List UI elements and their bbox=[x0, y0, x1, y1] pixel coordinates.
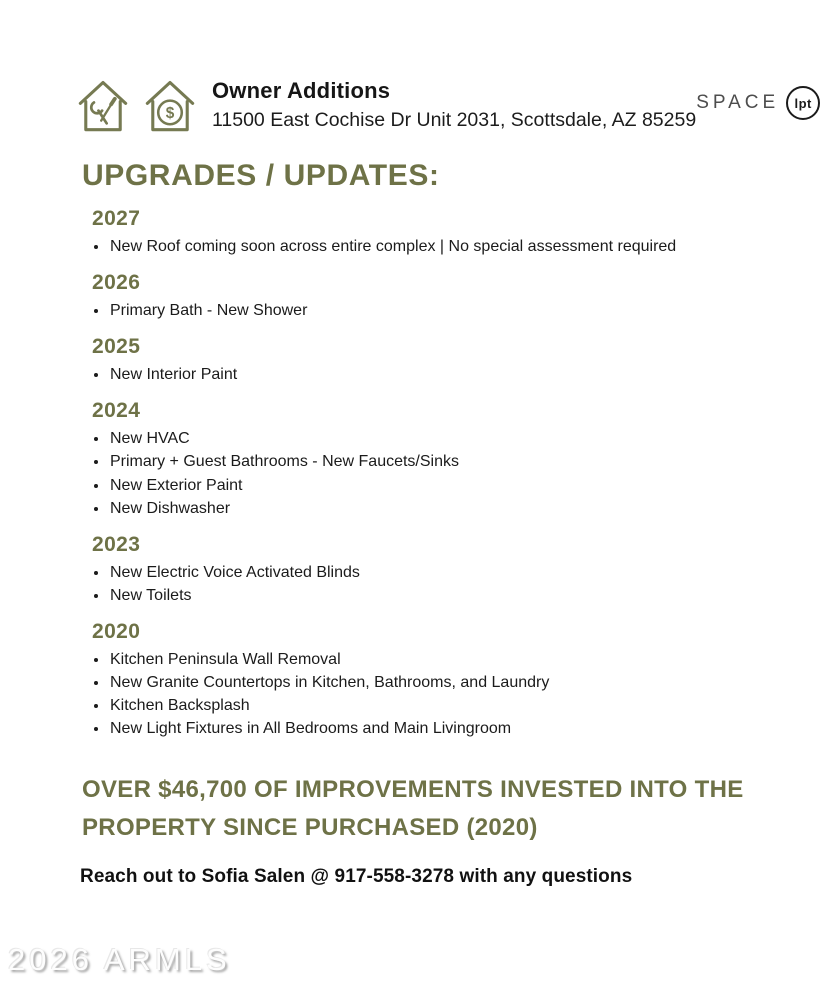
investment-summary: OVER $46,700 OF IMPROVEMENTS INVESTED INTO THE PROPERTY SINCE PURCHASED (2020) bbox=[82, 776, 744, 841]
year-heading: 2023 bbox=[92, 532, 141, 556]
list-item: • Primary + Guest Bathrooms - New Faucets/Sinks bbox=[109, 451, 692, 472]
list-item: • New HVAC bbox=[109, 428, 692, 449]
page-title: Owner Additions bbox=[212, 78, 391, 103]
svg-text:$: $ bbox=[165, 104, 175, 122]
list-item: • Kitchen Backsplash bbox=[109, 695, 692, 716]
bullet-list bbox=[92, 649, 692, 739]
upgrade-sections bbox=[92, 207, 800, 739]
title-block bbox=[212, 76, 696, 132]
list-item: • New Dishwasher bbox=[109, 498, 692, 519]
list-item: • New Electric Voice Activated Blinds bbox=[109, 562, 692, 583]
year-heading: 2025 bbox=[92, 335, 141, 359]
upgrades-heading: UPGRADES / UPDATES: bbox=[82, 159, 440, 192]
space-logo-text: SPACE bbox=[696, 92, 780, 113]
list-item: • Kitchen Peninsula Wall Removal bbox=[109, 649, 692, 670]
list-item: • New Interior Paint bbox=[109, 364, 692, 385]
section-2023 bbox=[92, 533, 800, 606]
year-heading: 2024 bbox=[92, 399, 141, 423]
section-2024 bbox=[92, 399, 800, 518]
property-address: 11500 East Cochise Dr Unit 2031, Scottsdale, AZ 85259 bbox=[212, 109, 697, 131]
list-item: • Primary Bath - New Shower bbox=[109, 300, 692, 321]
bullet-list bbox=[92, 364, 692, 385]
year-heading: 2020 bbox=[92, 619, 141, 643]
list-item: • New Toilets bbox=[109, 585, 692, 606]
list-item: • New Light Fixtures in All Bedrooms and Main Livingroom bbox=[109, 718, 692, 739]
header-icons bbox=[74, 76, 199, 138]
header bbox=[0, 0, 812, 138]
year-heading: 2026 bbox=[92, 271, 141, 295]
section-2020 bbox=[92, 620, 800, 739]
year-heading: 2027 bbox=[92, 207, 141, 230]
section-2027 bbox=[92, 207, 800, 257]
armls-watermark: 2026 ARMLS bbox=[8, 942, 231, 977]
house-tools-icon bbox=[74, 76, 132, 138]
list-item: • New Roof coming soon across entire complex | No special assessment required bbox=[109, 236, 692, 257]
section-2025 bbox=[92, 335, 800, 385]
section-2026 bbox=[92, 271, 800, 321]
list-item: • New Granite Countertops in Kitchen, Bathrooms, and Laundry bbox=[109, 672, 692, 693]
bullet-list bbox=[92, 428, 692, 518]
bullet-list bbox=[92, 562, 692, 606]
bullet-list bbox=[92, 236, 692, 257]
house-dollar-icon bbox=[141, 76, 199, 138]
list-item: • New Exterior Paint bbox=[109, 475, 692, 496]
lpt-circle-logo: lpt bbox=[786, 86, 820, 120]
bullet-list bbox=[92, 300, 692, 321]
contact-line: Reach out to Sofia Salen @ 917-558-3278 with any questions bbox=[80, 865, 633, 887]
brand-logo bbox=[696, 76, 820, 120]
